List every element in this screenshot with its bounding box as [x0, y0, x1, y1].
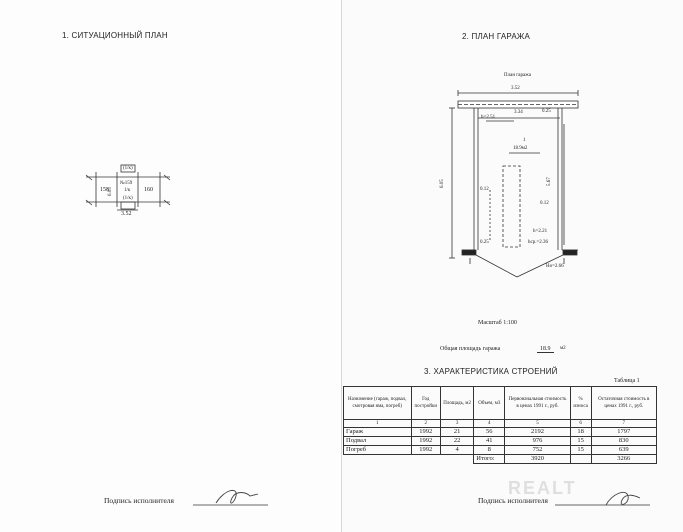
plan-top-width: 3.52 — [511, 86, 520, 91]
table-cell: 639 — [591, 446, 656, 455]
header-initial-cost: Первоначальная стоимость в ценах 1991 г., руб. — [505, 387, 570, 420]
total-label: Итого: — [474, 455, 505, 464]
header-volume: Объем, м3 — [474, 387, 505, 420]
table-cell: 8 — [474, 446, 505, 455]
total-area-value: 18.9 — [537, 346, 554, 353]
plan-wall-top: 0.25 — [542, 109, 551, 114]
total-initial-cost: 3920 — [505, 455, 570, 464]
table-cell: 18 — [570, 428, 591, 437]
table-cell: 752 — [505, 446, 570, 455]
table-cell: Подвал — [344, 437, 412, 446]
characteristics-title: 3. ХАРАКТЕРИСТИКА СТРОЕНИЙ — [424, 367, 558, 376]
plan-wall-left: 0.12 — [480, 187, 489, 192]
table-cell: 1992 — [411, 428, 441, 437]
situation-plan-title: 1. СИТУАЦИОННЫЙ ПЛАН — [62, 31, 168, 40]
plan-ho: Но=2.66 — [546, 264, 564, 269]
total-area-label: Общая площадь гаража — [440, 346, 501, 352]
index-cell: 5 — [505, 420, 570, 428]
plan-height-right: h=2.21 — [533, 229, 548, 234]
lot-sub-label: 1/к — [124, 188, 131, 193]
table-cell: 1992 — [411, 446, 441, 455]
index-cell: 1 — [344, 420, 412, 428]
table-cell: 41 — [474, 437, 505, 446]
total-area-unit: м2 — [560, 346, 566, 351]
lot-number: №159 — [120, 181, 133, 186]
table-cell: 21 — [441, 428, 474, 437]
left-signature-scribble — [216, 490, 258, 503]
header-area: Площадь, м2 — [441, 387, 474, 420]
bottom-lot-label: (1/к) — [123, 196, 133, 201]
neighbor-left-number: 158 — [100, 187, 109, 193]
realt-watermark: REALT — [508, 478, 577, 498]
plan-height-left: h=2.51 — [481, 115, 496, 120]
table-caption: Таблица 1 — [614, 378, 640, 384]
plan-inner-width: 3.34 — [514, 110, 523, 115]
scale-label: Масштаб 1:100 — [478, 320, 517, 326]
index-cell: 6 — [570, 420, 591, 428]
table-cell: 4 — [441, 446, 474, 455]
total-residual-cost: 3266 — [591, 455, 656, 464]
table-cell: 830 — [591, 437, 656, 446]
neighbor-right-number: 160 — [144, 187, 153, 193]
plan-height-average: hср.=2.36 — [528, 240, 549, 245]
plan-caption: План гаража — [504, 73, 531, 78]
table-cell: 1797 — [591, 428, 656, 437]
left-signature-label: Подпись исполнителя — [104, 496, 174, 505]
index-cell: 4 — [474, 420, 505, 428]
table-cell: 56 — [474, 428, 505, 437]
table-cell: Гараж — [344, 428, 412, 437]
plan-outer-length: 6.05 — [440, 179, 445, 188]
situation-side-dimension: 6.05 — [108, 187, 113, 196]
table-cell: 1992 — [411, 437, 441, 446]
header-wear: % износа — [570, 387, 591, 420]
right-signature-label: Подпись исполнителя — [478, 496, 548, 505]
table-cell: 22 — [441, 437, 474, 446]
table-cell: 15 — [570, 437, 591, 446]
index-cell: 3 — [441, 420, 474, 428]
table-cell: 2192 — [505, 428, 570, 437]
table-cell: 976 — [505, 437, 570, 446]
header-purpose: Назначение (гараж, подвал, смотровая яма, погреб) — [344, 387, 412, 420]
table-cell: 15 — [570, 446, 591, 455]
plan-wall-bottom: 0.25 — [480, 240, 489, 245]
situation-bottom-dimension: 3.52 — [121, 211, 132, 217]
plan-room-number: 1 — [523, 138, 526, 143]
top-lot-label: (1/к) — [123, 166, 133, 171]
plan-inner-length: 5.67 — [547, 177, 552, 186]
plan-room-area: 18.9м2 — [513, 146, 528, 151]
table-cell: Погреб — [344, 446, 412, 455]
header-year: Год постройки — [411, 387, 441, 420]
header-residual-cost: Остаточная стоимость в ценах 1991 г., руб. — [591, 387, 656, 420]
index-cell: 7 — [591, 420, 656, 428]
index-cell: 2 — [411, 420, 441, 428]
plan-wall-right: 0.12 — [540, 201, 549, 206]
garage-plan-title: 2. ПЛАН ГАРАЖА — [462, 32, 531, 41]
right-signature-scribble — [606, 492, 640, 505]
